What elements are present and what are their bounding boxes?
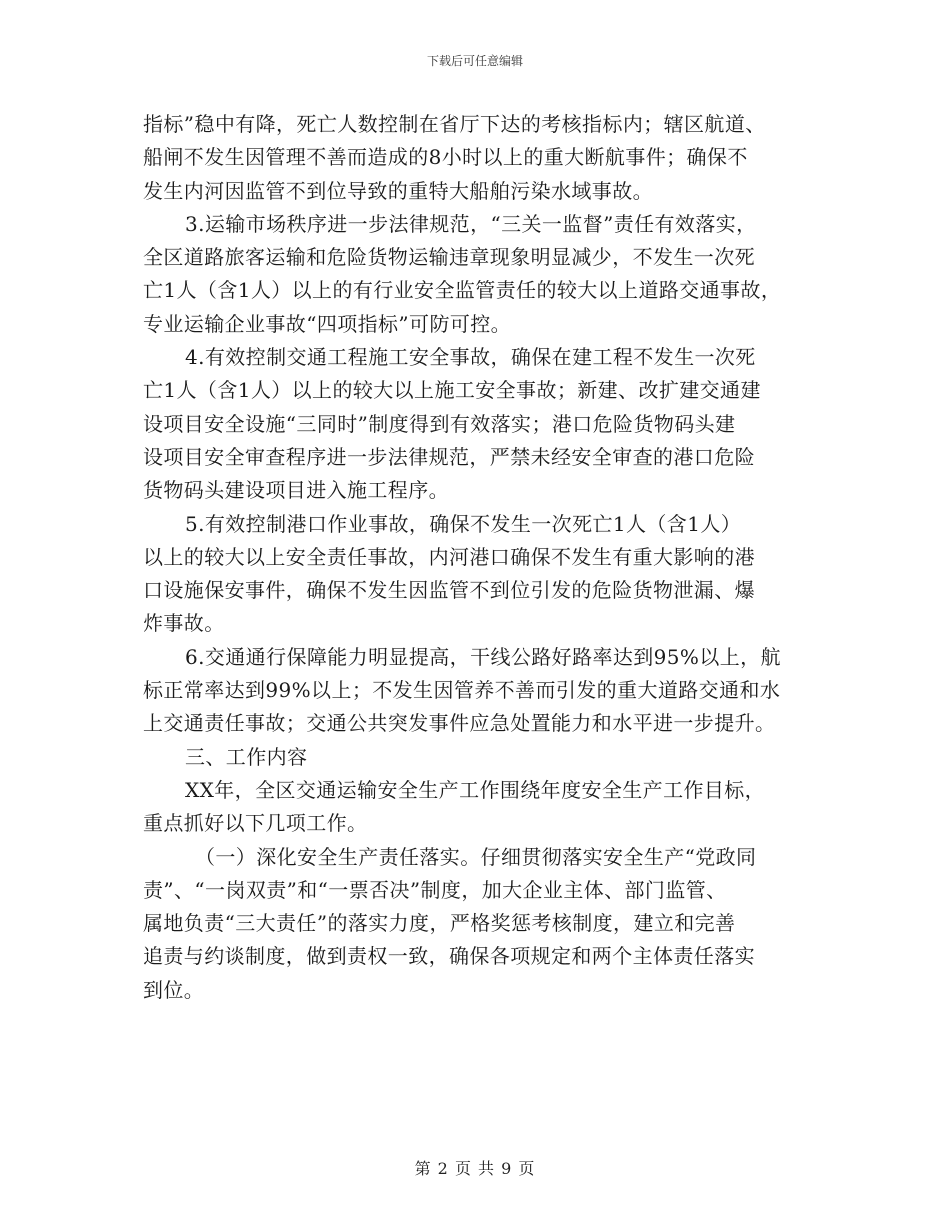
text-line: 亡1人（含1人）以上的有行业安全监管责任的较大以上道路交通事故， — [143, 278, 782, 303]
page-header-note: 下载后可任意编辑 — [426, 54, 523, 68]
text-line: 炸事故。 — [143, 611, 225, 636]
text-line: 船闸不发生因管理不善而造成的8小时以上的重大断航事件；确保不 — [143, 145, 748, 170]
text-line: 以上的较大以上安全责任事故，内河港口确保不发生有重大影响的港 — [143, 544, 755, 569]
text-line: 口设施保安事件，确保不发生因监管不到位引发的危险货物泄漏、爆 — [143, 578, 755, 603]
text-line: 货物码头建设项目进入施工程序。 — [143, 478, 449, 503]
text-line: 属地负责“三大责任”的落实力度，严格奖惩考核制度，建立和完善 — [143, 911, 736, 936]
paragraph-continuation — [143, 108, 815, 208]
text-line: 标正常率达到99%以上；不发生因管养不善而引发的重大道路交通和水 — [143, 678, 781, 703]
text-line: XX年，全区交通运输安全生产工作围绕年度安全生产工作目标， — [185, 777, 766, 802]
text-line: 6.交通通行保障能力明显提高，干线公路好路率达到95%以上，航 — [185, 644, 781, 669]
text-line: 设项目安全设施“三同时”制度得到有效落实；港口危险货物码头建 — [143, 411, 736, 436]
paragraph-intro — [143, 774, 815, 841]
text-line: 追责与约谈制度，做到责权一致，确保各项规定和两个主体责任落实 — [143, 944, 755, 969]
text-line: 发生内河因监管不到位导致的重特大船舶污染水域事故。 — [143, 178, 653, 203]
document-body — [143, 108, 815, 1007]
text-line: 3.运输市场秩序进一步法律规范，“三关一监督”责任有效落实， — [185, 211, 757, 236]
text-line: （一）深化安全生产责任落实。仔细贯彻落实安全生产“党政同 — [195, 844, 757, 869]
text-line: 亡1人（含1人）以上的较大以上施工安全事故；新建、改扩建交通建 — [143, 378, 761, 403]
paragraph-item-4 — [143, 341, 815, 507]
paragraph-item-5 — [143, 508, 815, 641]
text-line: 全区道路旅客运输和危险货物运输违章现象明显减少，不发生一次死 — [143, 245, 755, 270]
text-line: 上交通责任事故；交通公共突发事件应急处置能力和水平进一步提升。 — [143, 711, 776, 736]
text-line: 到位。 — [143, 977, 205, 1002]
text-line: 设项目安全审查程序进一步法律规范，严禁未经安全审查的港口危险 — [143, 444, 755, 469]
section-heading-text: 三、工作内容 — [185, 744, 308, 769]
page-number: 第 2 页 共 9 页 — [414, 1159, 536, 1178]
text-line: 5.有效控制港口作业事故，确保不发生一次死亡1人（含1人） — [185, 511, 742, 536]
text-line: 4.有效控制交通工程施工安全事故，确保在建工程不发生一次死 — [185, 345, 756, 370]
section-heading — [143, 741, 815, 774]
text-line: 专业运输企业事故“四项指标”可防可控。 — [143, 311, 512, 336]
paragraph-subsection-1 — [143, 841, 815, 1007]
text-line: 指标”稳中有降，死亡人数控制在省厅下达的考核指标内；辖区航道、 — [143, 112, 766, 136]
paragraph-item-6 — [143, 641, 815, 741]
text-line: 重点抓好以下几项工作。 — [143, 811, 368, 836]
paragraph-item-3 — [143, 208, 815, 341]
text-line: 责”、“一岗双责”和“一票否决”制度，加大企业主体、部门监管、 — [143, 877, 727, 902]
